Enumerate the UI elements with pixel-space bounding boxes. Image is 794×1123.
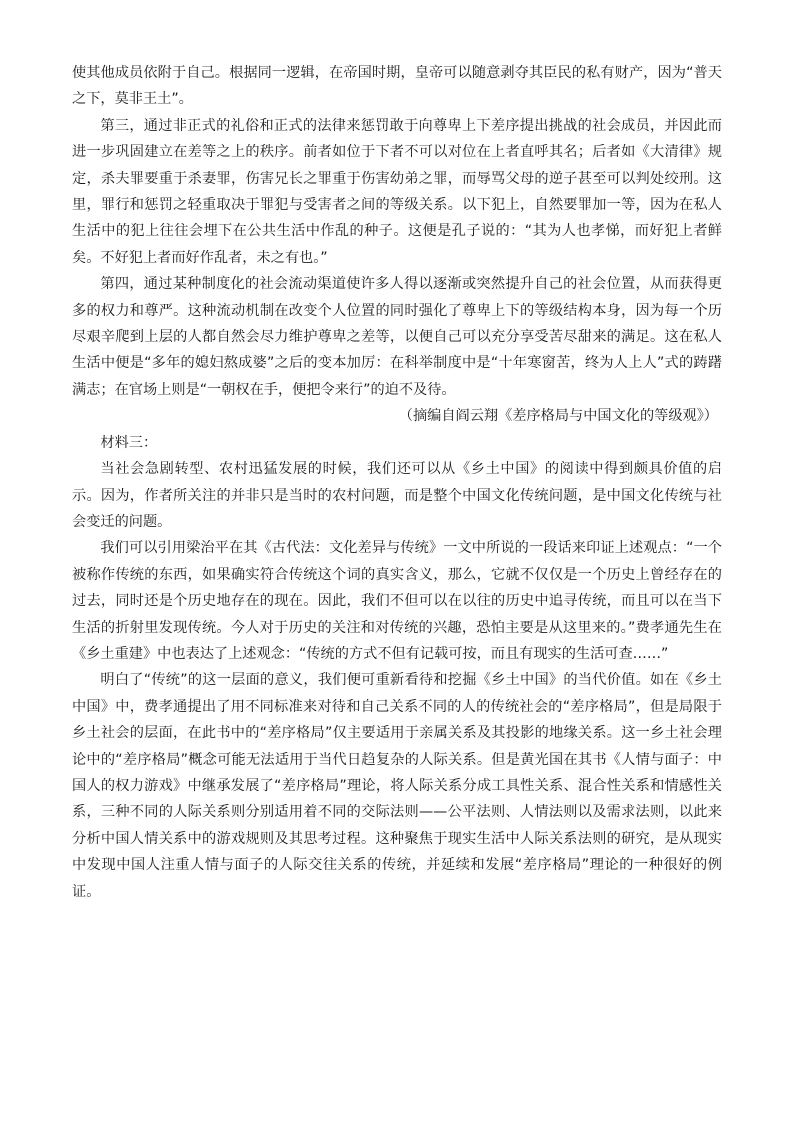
paragraph-fourth-point: 第四，通过某种制度化的社会流动渠道使许多人得以逐渐或突然提升自己的社会位置，从而获得更多的权力和尊严。这种流动机制在改变个人位置的同时强化了尊卑上下的等级结构本身，因为每一个历尽艰辛爬到上层的人都自然会尽力维护尊卑之差等，以便自己可以充分享受苦尽甜来的满足。这在私人生活中便是“多年的媳妇熬成婆”之后的变本加厉：在科举制度中是“十年寒窗苦，终为人上人”式的踌躇满志；在官场上则是“一朝权在手，便把令来行”的迫不及待。	[72, 276, 722, 398]
paragraph-third-point: 第三，通过非正式的礼俗和正式的法律来惩罚敢于向尊卑上下差序提出挑战的社会成员，并因此而进一步巩固建立在差等之上的秩序。前者如位于下者不可以对位在上者直呼其名；后者如《大清律》规定，杀夫罪要重于杀妻罪，伤害兄长之罪重于伤害幼弟之罪，而辱骂父母的逆子甚至可以判处绞刑。这里，罪行和惩罚之轻重取决于罪犯与受害者之间的等级关系。以下犯上，自然要罪加一等，因为在私人生活中的犯上往往会埋下在公共生活中作乱的种子。这便是孔子说的：“其为人也孝悌，而好犯上者鲜矣。不好犯上者而好作乱者，未之有也。”	[72, 117, 722, 266]
material-three-label: 材料三：	[100, 434, 158, 451]
paragraph-contemporary-value: 明白了“传统”的这一层面的意义，我们便可重新看待和挖掘《乡土中国》的当代价值。如在《乡土中国》中，费孝通提出了用不同标准来对待和自己关系不同的人的传统社会的“差序格局”，但是局限于乡土社会的层面，在此书中的“差序格局”仅主要适用于亲属关系及其投影的地缘关系。这一乡土社会理论中的“差序格局”概念可能无法适用于当代日趋复杂的人际关系。但是黄光国在其书《人情与面子：中国人的权力游戏》中继承发展了“差序格局”理论，将人际关系分成工具性关系、混合性关系和情感性关系，三种不同的人际关系则分别适用着不同的交际法则——公平法则、人情法则以及需求法则，以此来分析中国人情关系中的游戏规则及其思考过程。这种聚焦于现实生活中人际关系法则的研究，是从现实中发现中国人注重人情与面子的人际交往关系的传统，并延续和发展“差序格局”理论的一种很好的例证。	[72, 672, 722, 900]
source-citation: （摘编自阎云翔《差序格局与中国文化的等级观》）	[398, 408, 718, 425]
paragraph-material-three-intro: 当社会急剧转型、农村迅猛发展的时候，我们还可以从《乡土中国》的阅读中得到颇具价值的启示。因为，作者所关注的并非只是当时的农村问题，而是整个中国文化传统问题，是中国文化传统与社会变迁的问题。	[72, 461, 722, 530]
paragraph-quotation: 我们可以引用梁治平在其《古代法：文化差异与传统》一文中所说的一段话来印证上述观点：“一个被称作传统的东西，如果确实符合传统这个词的真实含义，那么，它就不仅仅是一个历史上曾经存在的过去，同时还是个历史地存在的现在。因此，我们不但可以在以往的历史中追寻传统，而且可以在当下生活的折射里发现传统。今人对于历史的关注和对传统的兴趣，恐怕主要是从这里来的。”费孝通先生在《乡土重建》中也表达了上述观念：“传统的方式不但有记载可按，而且有现实的生活可查……”	[72, 540, 722, 662]
paragraph-continuation: 使其他成员依附于自己。根据同一逻辑，在帝国时期，皇帝可以随意剥夺其臣民的私有财产，因为“普天之下，莫非王土”。	[72, 65, 722, 108]
document-page	[72, 60, 722, 905]
